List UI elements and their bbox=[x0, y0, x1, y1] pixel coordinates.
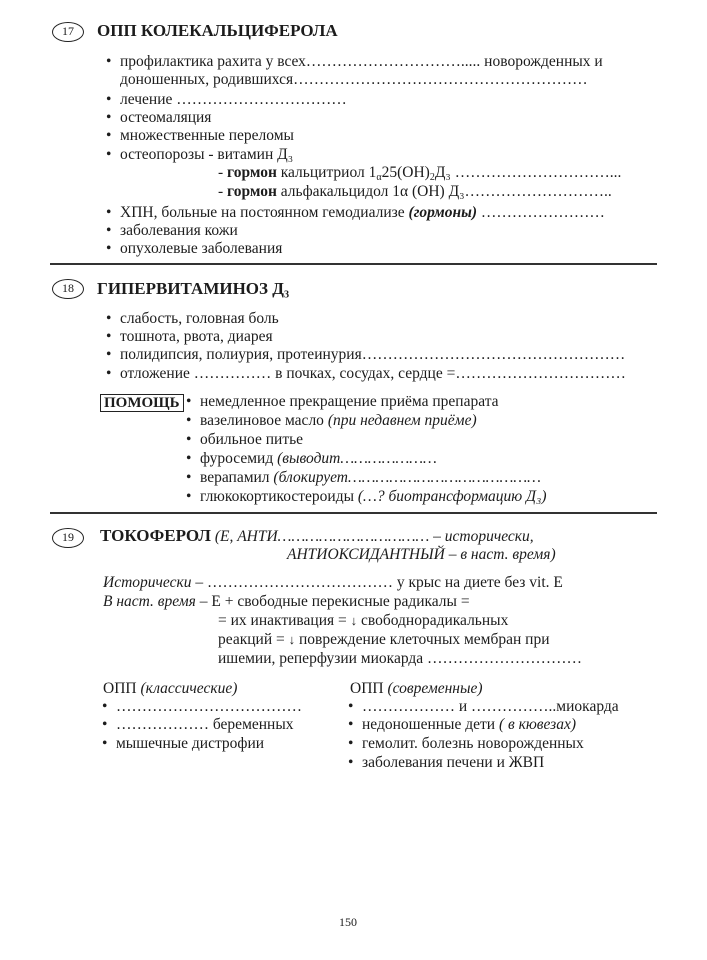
list-item: • остеопорозы - витамин Д₃ bbox=[120, 146, 293, 164]
list-item: • тошнота, рвота, диарея bbox=[120, 328, 273, 346]
section-number-17: 17 bbox=[52, 22, 84, 42]
list-item: • опухолевые заболевания bbox=[120, 240, 282, 258]
current-line-3: реакций = ↓ повреждение клеточных мембран при bbox=[218, 631, 550, 648]
column-heading-modern: ОПП (современные) bbox=[350, 680, 483, 697]
list-item: • мышечные дистрофии bbox=[116, 735, 264, 753]
help-item: • глюкокортикостероиды (…? биотрансформацию Д₃) bbox=[200, 488, 547, 506]
help-item: • фуросемид (выводит………………… bbox=[200, 450, 437, 468]
list-item: • недоношенные дети ( в кювезах) bbox=[362, 716, 576, 734]
down-arrow-icon: ↓ bbox=[350, 613, 358, 628]
list-item: • слабость, головная боль bbox=[120, 310, 279, 328]
historical-line: Исторически – ……………………………… у крыс на диете без vit. Е bbox=[103, 574, 563, 591]
section-divider bbox=[50, 263, 657, 265]
hormone-label: гормон bbox=[227, 183, 277, 200]
list-item: • отложение …………… в почках, сосудах, сердце =…………………………… bbox=[120, 365, 626, 383]
section-number-19: 19 bbox=[52, 528, 84, 548]
list-item: • гемолит. болезнь новорожденных bbox=[362, 735, 584, 753]
column-heading-classic: ОПП (классические) bbox=[103, 680, 238, 697]
current-line-2: = их инактивация = ↓ свободнорадикальных bbox=[218, 612, 509, 629]
down-arrow-icon: ↓ bbox=[288, 632, 296, 647]
list-item-continuation: доношенных, родившихся………………………………………………… bbox=[120, 71, 588, 88]
help-item: • обильное питье bbox=[200, 431, 303, 449]
section-title-18: ГИПЕРВИТАМИНОЗ Д₃ bbox=[97, 279, 290, 298]
help-item: • верапамил (блокирует…………………………………… bbox=[200, 469, 541, 487]
hormone-label: гормон bbox=[227, 164, 277, 181]
list-item: • полидипсия, полиурия, протеинурия…………………………………………… bbox=[120, 346, 625, 364]
help-label: ПОМОЩЬ bbox=[100, 394, 184, 412]
list-item: • профилактика рахита у всех…………………………..... новорожденных и bbox=[120, 53, 603, 71]
list-item: • ……………… и ……………..миокарда bbox=[362, 698, 619, 716]
list-item: • лечение …………………………… bbox=[120, 91, 347, 109]
list-item: • ХПН, больные на постоянном гемодиализе (гормоны) …………………… bbox=[120, 204, 605, 222]
section-title-19: ТОКОФЕРОЛ (Е, АНТИ…………………………… – исторически, bbox=[100, 526, 534, 545]
list-item: • остеомаляция bbox=[120, 109, 211, 127]
list-item: • ……………… беременных bbox=[116, 716, 294, 734]
section-divider bbox=[50, 512, 657, 514]
list-item: • множественные переломы bbox=[120, 127, 294, 145]
page-number: 150 bbox=[339, 915, 357, 929]
list-item: • заболевания печени и ЖВП bbox=[362, 754, 544, 772]
list-item: • заболевания кожи bbox=[120, 222, 238, 240]
section-number-18: 18 bbox=[52, 279, 84, 299]
current-line-4: ишемии, реперфузии миокарда ………………………… bbox=[218, 650, 583, 667]
section-subtitle-19: АНТИОКСИДАНТНЫЙ – в наст. время) bbox=[287, 546, 556, 563]
hormone-line-2: - гормон альфакальцидол 1α (ОН) Д₃……………………….. bbox=[218, 183, 612, 200]
help-item: • вазелиновое масло (при недавнем приёме) bbox=[200, 412, 477, 430]
current-line: В наст. время – Е + свободные перекисные радикалы = bbox=[103, 593, 470, 610]
section-title-17: ОПП КОЛЕКАЛЬЦИФЕРОЛА bbox=[97, 21, 338, 40]
list-item: • ……………………………… bbox=[116, 698, 302, 716]
hormone-line-1: - гормон кальцитриол $1_\alpha 25(ОН)_2Д_3$ …………………………... bbox=[218, 164, 622, 183]
help-item: • немедленное прекращение приёма препарата bbox=[200, 393, 499, 411]
